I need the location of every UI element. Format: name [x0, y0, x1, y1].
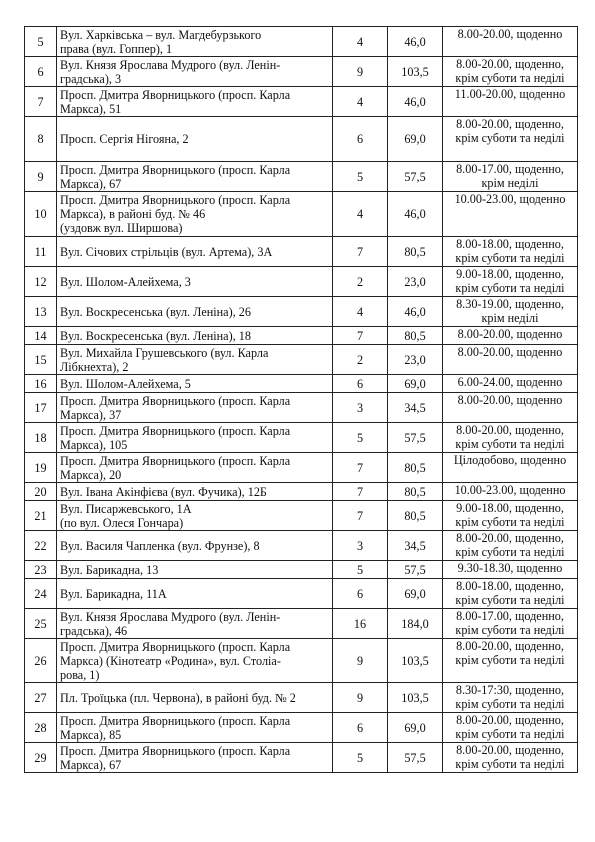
table-row: [25, 345, 578, 375]
row-address: Вул. Воскресенська (вул. Леніна), 18: [57, 327, 333, 345]
row-number: 7: [25, 87, 57, 117]
row-area: 57,5: [388, 561, 443, 579]
row-area: 103,5: [388, 57, 443, 87]
row-number: 22: [25, 531, 57, 561]
row-address: Просп. Дмитра Яворницького (просп. Карла Маркса), 20: [57, 453, 333, 483]
row-hours: 10.00-23.00, щоденно: [443, 483, 578, 501]
table-row: [25, 713, 578, 743]
row-hours: 8.30-17:30, щоденно, крім суботи та неділі: [443, 683, 578, 713]
table-row: [25, 393, 578, 423]
table-row: [25, 579, 578, 609]
row-places: 7: [333, 237, 388, 267]
row-area: 23,0: [388, 345, 443, 375]
table-row: [25, 237, 578, 267]
row-address: Вул. Василя Чапленка (вул. Фрунзе), 8: [57, 531, 333, 561]
table-row: [25, 192, 578, 237]
row-places: 6: [333, 713, 388, 743]
row-number: 14: [25, 327, 57, 345]
row-address: Просп. Дмитра Яворницького (просп. Карла Маркса), 67: [57, 743, 333, 773]
table-row: [25, 683, 578, 713]
row-places: 6: [333, 117, 388, 162]
row-hours: 8.00-20.00, щоденно, крім суботи та неділі: [443, 531, 578, 561]
row-places: 9: [333, 57, 388, 87]
row-area: 80,5: [388, 237, 443, 267]
row-hours: 8.00-17.00, щоденно, крім неділі: [443, 162, 578, 192]
row-places: 4: [333, 27, 388, 57]
row-number: 9: [25, 162, 57, 192]
row-address: Вул. Шолом-Алейхема, 3: [57, 267, 333, 297]
row-area: 46,0: [388, 192, 443, 237]
row-places: 5: [333, 561, 388, 579]
row-address: Просп. Дмитра Яворницького (просп. Карла Маркса), 105: [57, 423, 333, 453]
table-row: [25, 375, 578, 393]
row-number: 20: [25, 483, 57, 501]
row-area: 46,0: [388, 87, 443, 117]
row-address: Вул. Михайла Грушевського (вул. Карла Лібкнехта), 2: [57, 345, 333, 375]
table-row: [25, 483, 578, 501]
row-number: 13: [25, 297, 57, 327]
row-places: 3: [333, 393, 388, 423]
row-hours: 8.00-18.00, щоденно, крім суботи та неділі: [443, 579, 578, 609]
row-area: 80,5: [388, 453, 443, 483]
row-places: 2: [333, 267, 388, 297]
row-hours: 8.00-20.00, щоденно: [443, 393, 578, 423]
row-address: Вул. Писаржевського, 1А (по вул. Олеся Гончара): [57, 501, 333, 531]
row-hours: 9.30-18.30, щоденно: [443, 561, 578, 579]
row-hours: 8.00-20.00, щоденно: [443, 327, 578, 345]
row-area: 69,0: [388, 117, 443, 162]
table-row: [25, 327, 578, 345]
row-hours: Цілодобово, щоденно: [443, 453, 578, 483]
row-hours: 8.00-17.00, щоденно, крім суботи та неділі: [443, 609, 578, 639]
table-row: [25, 57, 578, 87]
row-address: Вул. Князя Ярослава Мудрого (вул. Ленін- градська), 46: [57, 609, 333, 639]
row-hours: 9.00-18.00, щоденно, крім суботи та неділі: [443, 267, 578, 297]
row-hours: 8.00-20.00, щоденно, крім суботи та неділі: [443, 117, 578, 162]
row-hours: 8.00-20.00, щоденно, крім суботи та неділі: [443, 423, 578, 453]
row-number: 17: [25, 393, 57, 423]
row-address: Просп. Дмитра Яворницького (просп. Карла Маркса) (Кінотеатр «Родина», вул. Століа- рова, 1): [57, 639, 333, 683]
row-area: 23,0: [388, 267, 443, 297]
table-row: [25, 117, 578, 162]
row-area: 103,5: [388, 639, 443, 683]
row-hours: 8.00-20.00, щоденно: [443, 345, 578, 375]
row-address: Вул. Харківська – вул. Магдебурзького права (вул. Гоппер), 1: [57, 27, 333, 57]
table-row: [25, 297, 578, 327]
row-places: 6: [333, 375, 388, 393]
row-area: 80,5: [388, 327, 443, 345]
row-area: 80,5: [388, 483, 443, 501]
row-number: 21: [25, 501, 57, 531]
row-address: Вул. Івана Акінфієва (вул. Фучика), 12Б: [57, 483, 333, 501]
row-places: 9: [333, 683, 388, 713]
table-row: [25, 162, 578, 192]
row-address: Просп. Дмитра Яворницького (просп. Карла Маркса), 51: [57, 87, 333, 117]
row-address: Просп. Сергія Нігояна, 2: [57, 117, 333, 162]
row-number: 10: [25, 192, 57, 237]
table-row: [25, 609, 578, 639]
row-hours: 8.00-20.00, щоденно, крім суботи та неділі: [443, 713, 578, 743]
row-number: 25: [25, 609, 57, 639]
row-area: 57,5: [388, 743, 443, 773]
row-number: 23: [25, 561, 57, 579]
table-row: [25, 743, 578, 773]
row-places: 5: [333, 162, 388, 192]
row-area: 34,5: [388, 393, 443, 423]
row-hours: 8.00-18.00, щоденно, крім суботи та неділі: [443, 237, 578, 267]
row-address: Вул. Барикадна, 11А: [57, 579, 333, 609]
row-hours: 8.00-20.00, щоденно, крім суботи та неділі: [443, 57, 578, 87]
row-area: 46,0: [388, 27, 443, 57]
row-address: Просп. Дмитра Яворницького (просп. Карла Маркса), в районі буд. № 46 (уздовж вул. Ширшова): [57, 192, 333, 237]
row-number: 29: [25, 743, 57, 773]
row-hours: 8.00-20.00, щоденно, крім суботи та неділі: [443, 743, 578, 773]
row-number: 26: [25, 639, 57, 683]
row-number: 12: [25, 267, 57, 297]
row-places: 7: [333, 501, 388, 531]
row-number: 24: [25, 579, 57, 609]
row-area: 80,5: [388, 501, 443, 531]
row-places: 9: [333, 639, 388, 683]
row-number: 11: [25, 237, 57, 267]
row-hours: 9.00-18.00, щоденно, крім суботи та неділі: [443, 501, 578, 531]
row-address: Вул. Шолом-Алейхема, 5: [57, 375, 333, 393]
row-places: 2: [333, 345, 388, 375]
row-number: 28: [25, 713, 57, 743]
row-places: 4: [333, 87, 388, 117]
table-row: [25, 267, 578, 297]
row-number: 18: [25, 423, 57, 453]
table-row: [25, 27, 578, 57]
parking-locations-table: [24, 26, 578, 773]
table-body: [25, 27, 578, 773]
row-area: 184,0: [388, 609, 443, 639]
table-row: [25, 87, 578, 117]
table-row: [25, 423, 578, 453]
row-places: 3: [333, 531, 388, 561]
row-area: 69,0: [388, 713, 443, 743]
table-row: [25, 531, 578, 561]
row-address: Просп. Дмитра Яворницького (просп. Карла Маркса), 37: [57, 393, 333, 423]
row-places: 6: [333, 579, 388, 609]
row-number: 8: [25, 117, 57, 162]
row-address: Просп. Дмитра Яворницького (просп. Карла Маркса), 67: [57, 162, 333, 192]
row-address: Вул. Барикадна, 13: [57, 561, 333, 579]
row-area: 57,5: [388, 162, 443, 192]
row-address: Вул. Воскресенська (вул. Леніна), 26: [57, 297, 333, 327]
row-places: 4: [333, 192, 388, 237]
row-area: 34,5: [388, 531, 443, 561]
row-number: 16: [25, 375, 57, 393]
row-hours: 8.30-19.00, щоденно, крім неділі: [443, 297, 578, 327]
row-places: 16: [333, 609, 388, 639]
row-hours: 11.00-20.00, щоденно: [443, 87, 578, 117]
document-page: [24, 26, 577, 773]
row-number: 6: [25, 57, 57, 87]
row-area: 46,0: [388, 297, 443, 327]
row-address: Вул. Січових стрільців (вул. Артема), 3А: [57, 237, 333, 267]
row-hours: 8.00-20.00, щоденно, крім суботи та неділі: [443, 639, 578, 683]
table-row: [25, 453, 578, 483]
row-hours: 6.00-24.00, щоденно: [443, 375, 578, 393]
row-number: 15: [25, 345, 57, 375]
row-places: 7: [333, 453, 388, 483]
table-row: [25, 561, 578, 579]
row-places: 5: [333, 423, 388, 453]
row-places: 4: [333, 297, 388, 327]
row-number: 19: [25, 453, 57, 483]
row-area: 57,5: [388, 423, 443, 453]
row-number: 5: [25, 27, 57, 57]
row-number: 27: [25, 683, 57, 713]
table-row: [25, 639, 578, 683]
row-address: Вул. Князя Ярослава Мудрого (вул. Ленін- градська), 3: [57, 57, 333, 87]
row-area: 69,0: [388, 375, 443, 393]
row-address: Пл. Троїцька (пл. Червона), в районі буд. № 2: [57, 683, 333, 713]
row-places: 7: [333, 327, 388, 345]
row-area: 103,5: [388, 683, 443, 713]
row-area: 69,0: [388, 579, 443, 609]
row-places: 7: [333, 483, 388, 501]
row-places: 5: [333, 743, 388, 773]
row-hours: 8.00-20.00, щоденно: [443, 27, 578, 57]
row-address: Просп. Дмитра Яворницького (просп. Карла Маркса), 85: [57, 713, 333, 743]
row-hours: 10.00-23.00, щоденно: [443, 192, 578, 237]
table-row: [25, 501, 578, 531]
